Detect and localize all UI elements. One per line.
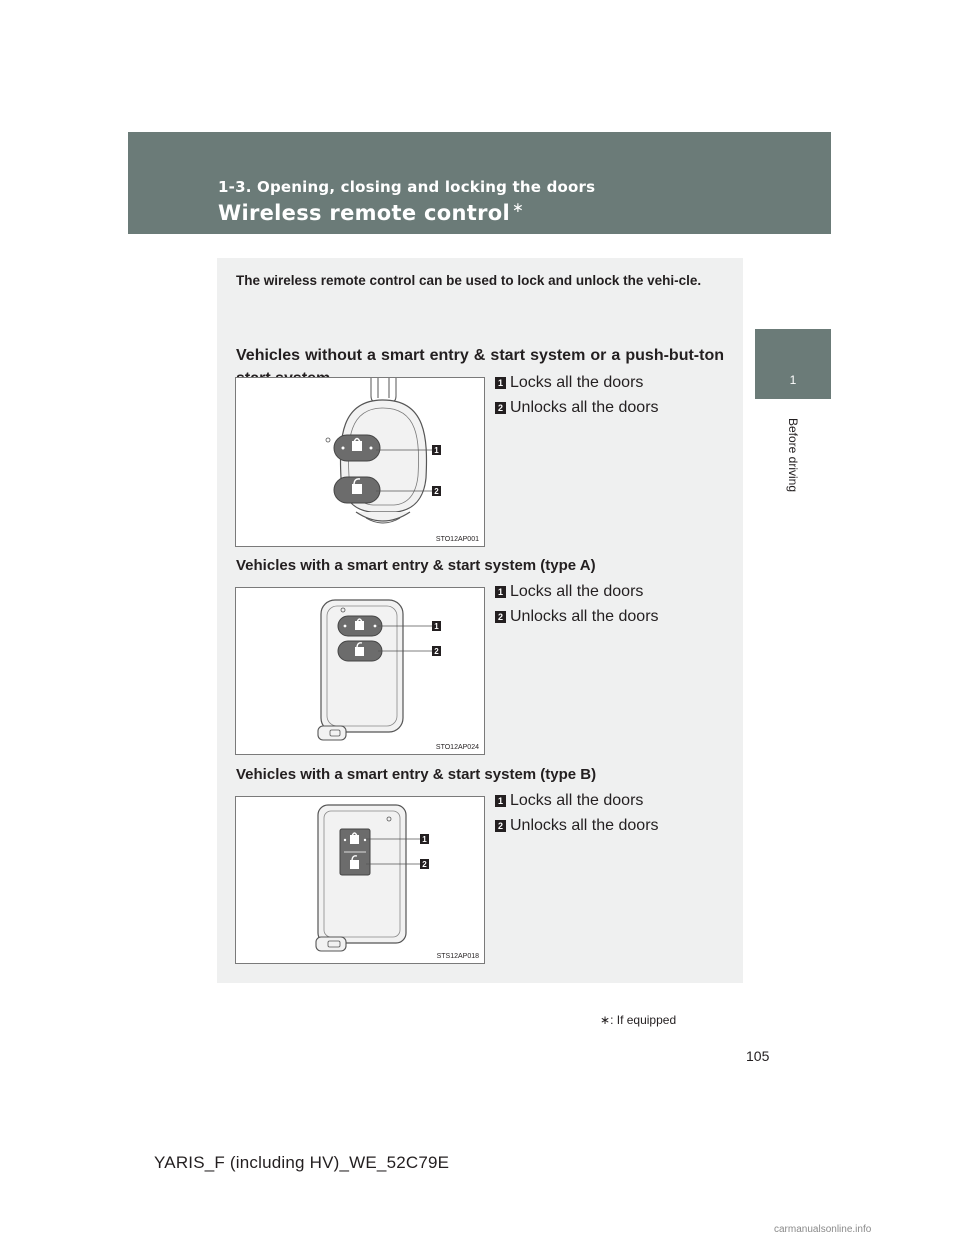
callout-number-badge: 1 xyxy=(495,795,506,807)
callout-lock-1 xyxy=(495,372,643,394)
figure-code-2: STO12AP024 xyxy=(435,744,479,751)
document-code: YARIS_F (including HV)_WE_52C79E xyxy=(154,1153,450,1172)
page-title-text: Wireless remote control xyxy=(218,201,510,225)
callout-text: Unlocks all the doors xyxy=(510,817,659,834)
callout-number-badge: 2 xyxy=(495,611,506,623)
key-fob-illustration-3 xyxy=(236,797,484,963)
svg-text:1: 1 xyxy=(434,446,439,455)
chapter-header xyxy=(128,132,831,234)
callout-unlock-3 xyxy=(495,815,659,837)
chapter-tab xyxy=(755,329,831,399)
content-box xyxy=(217,258,743,983)
chapter-side-label xyxy=(786,405,800,505)
callout-number-badge: 2 xyxy=(495,820,506,832)
svg-text:2: 2 xyxy=(434,487,439,496)
callout-lock-2 xyxy=(495,581,643,603)
callout-number-badge: 2 xyxy=(495,402,506,414)
footnote xyxy=(600,1013,676,1027)
figure-code-1: STO12AP001 xyxy=(435,536,479,543)
chapter-number: 1 xyxy=(789,373,797,387)
footnote-mark: ∗ xyxy=(600,1013,611,1027)
callout-number-badge: 1 xyxy=(495,377,506,389)
page-title xyxy=(218,200,524,225)
callout-lock-3 xyxy=(495,790,643,812)
callout-number-badge: 1 xyxy=(495,586,506,598)
svg-text:2: 2 xyxy=(422,860,427,869)
callout-text: Locks all the doors xyxy=(510,792,644,809)
section-heading-2: Vehicles with a smart entry & start system (type A) xyxy=(236,557,596,574)
callout-unlock-2 xyxy=(495,606,659,628)
intro-text: The wireless remote control can be used to lock and unlock the vehi-cle. xyxy=(236,273,702,288)
svg-text:2: 2 xyxy=(434,647,439,656)
key-fob-illustration-2 xyxy=(236,588,484,754)
equipment-asterisk: ∗ xyxy=(511,200,524,216)
chapter-side-label-text: Before driving xyxy=(786,417,800,493)
svg-text:1: 1 xyxy=(434,622,439,631)
svg-text:1: 1 xyxy=(422,835,427,844)
watermark: carmanualsonline.info xyxy=(774,1224,872,1235)
figure-code-3: STS12AP018 xyxy=(436,953,479,960)
page-number: 105 xyxy=(746,1048,770,1064)
section-label: 1-3. Opening, closing and locking the doors xyxy=(218,178,596,196)
section-heading-1: Vehicles without a smart entry & start system or a push-but-ton xyxy=(236,347,724,364)
key-fob-figure-1 xyxy=(235,377,485,547)
key-fob-illustration-1 xyxy=(236,378,484,546)
callout-text: Unlocks all the doors xyxy=(510,399,659,416)
key-fob-figure-3 xyxy=(235,796,485,964)
callout-text: Locks all the doors xyxy=(510,583,644,600)
callout-text: Locks all the doors xyxy=(510,374,644,391)
key-fob-figure-2 xyxy=(235,587,485,755)
section-heading-3: Vehicles with a smart entry & start system (type B) xyxy=(236,766,597,783)
footnote-text: : If equipped xyxy=(610,1013,677,1027)
callout-text: Unlocks all the doors xyxy=(510,608,659,625)
callout-unlock-1 xyxy=(495,397,659,419)
